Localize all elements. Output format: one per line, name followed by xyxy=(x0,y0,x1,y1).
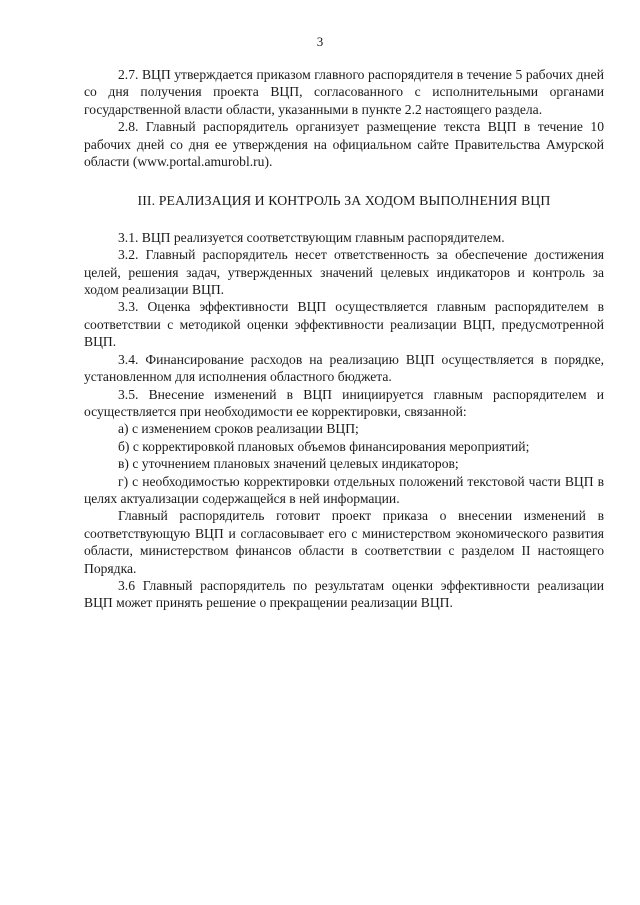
list-item-b: б) с корректировкой плановых объемов финансирования мероприятий; xyxy=(118,438,530,454)
paragraph-3-5: 3.5. Внесение изменений в ВЦП инициируется главным распорядителем и осуществляется при необходимости ее корректировки, связанной: xyxy=(84,386,604,419)
list-item-v: в) с уточнением плановых значений целевых индикаторов; xyxy=(118,456,459,472)
paragraph-2-8: 2.8. Главный распорядитель организует размещение текста ВЦП в течение 10 рабочих дней со дня ее утверждения на официальном сайте Правительства Амурской области (www.portal.amurobl.ru). xyxy=(84,119,604,170)
paragraph-3-1: 3.1. ВЦП реализуется соответствующим главным распорядителем. xyxy=(118,229,505,245)
paragraph-3-4: 3.4. Финансирование расходов на реализацию ВЦП осуществляется в порядке, установленном для исполнения областного бюджета. xyxy=(84,351,604,385)
paragraph-3-2: 3.2. Главный распорядитель несет ответственность за обеспечение достижения целей, решения задач, утвержденных значений целевых индикаторов и контроль за ходом реализации ВЦП. xyxy=(84,247,604,298)
section-title: III. РЕАЛИЗАЦИЯ И КОНТРОЛЬ ЗА ХОДОМ ВЫПОЛНЕНИЯ ВЦП xyxy=(137,193,551,209)
paragraph-3-3: 3.3. Оценка эффективности ВЦП осуществляется главным распорядителем в соответствии с методикой оценки эффективности реализации ВЦП, предусмотренной ВЦП. xyxy=(84,299,604,350)
document-body xyxy=(84,66,604,612)
page-number: 3 xyxy=(316,34,324,49)
list-item-a: а) с изменением сроков реализации ВЦП; xyxy=(118,421,359,437)
paragraph-2-7: 2.7. ВЦП утверждается приказом главного распорядителя в течение 5 рабочих дней со дня получения проекта ВЦП, согласованного с исполнительными органами государственной власти области, указанными в пункте 2.2 настоящего раздела. xyxy=(84,67,604,117)
paragraph-3-6: 3.6 Главный распорядитель по результатам оценки эффективности реализации ВЦП может принять решение о прекращении реализации ВЦП. xyxy=(84,577,604,611)
paragraph-amendment-procedure: Главный распорядитель готовит проект приказа о внесении изменений в соответствующую ВЦП и согласовывает его с министерством экономического развития области, министерством финансов области в соответствии с разделом II настоящего Порядка. xyxy=(84,508,604,576)
list-item-g: г) с необходимостью корректировки отдельных положений текстовой части ВЦП в целях актуализации содержащейся в ней информации. xyxy=(84,473,604,506)
